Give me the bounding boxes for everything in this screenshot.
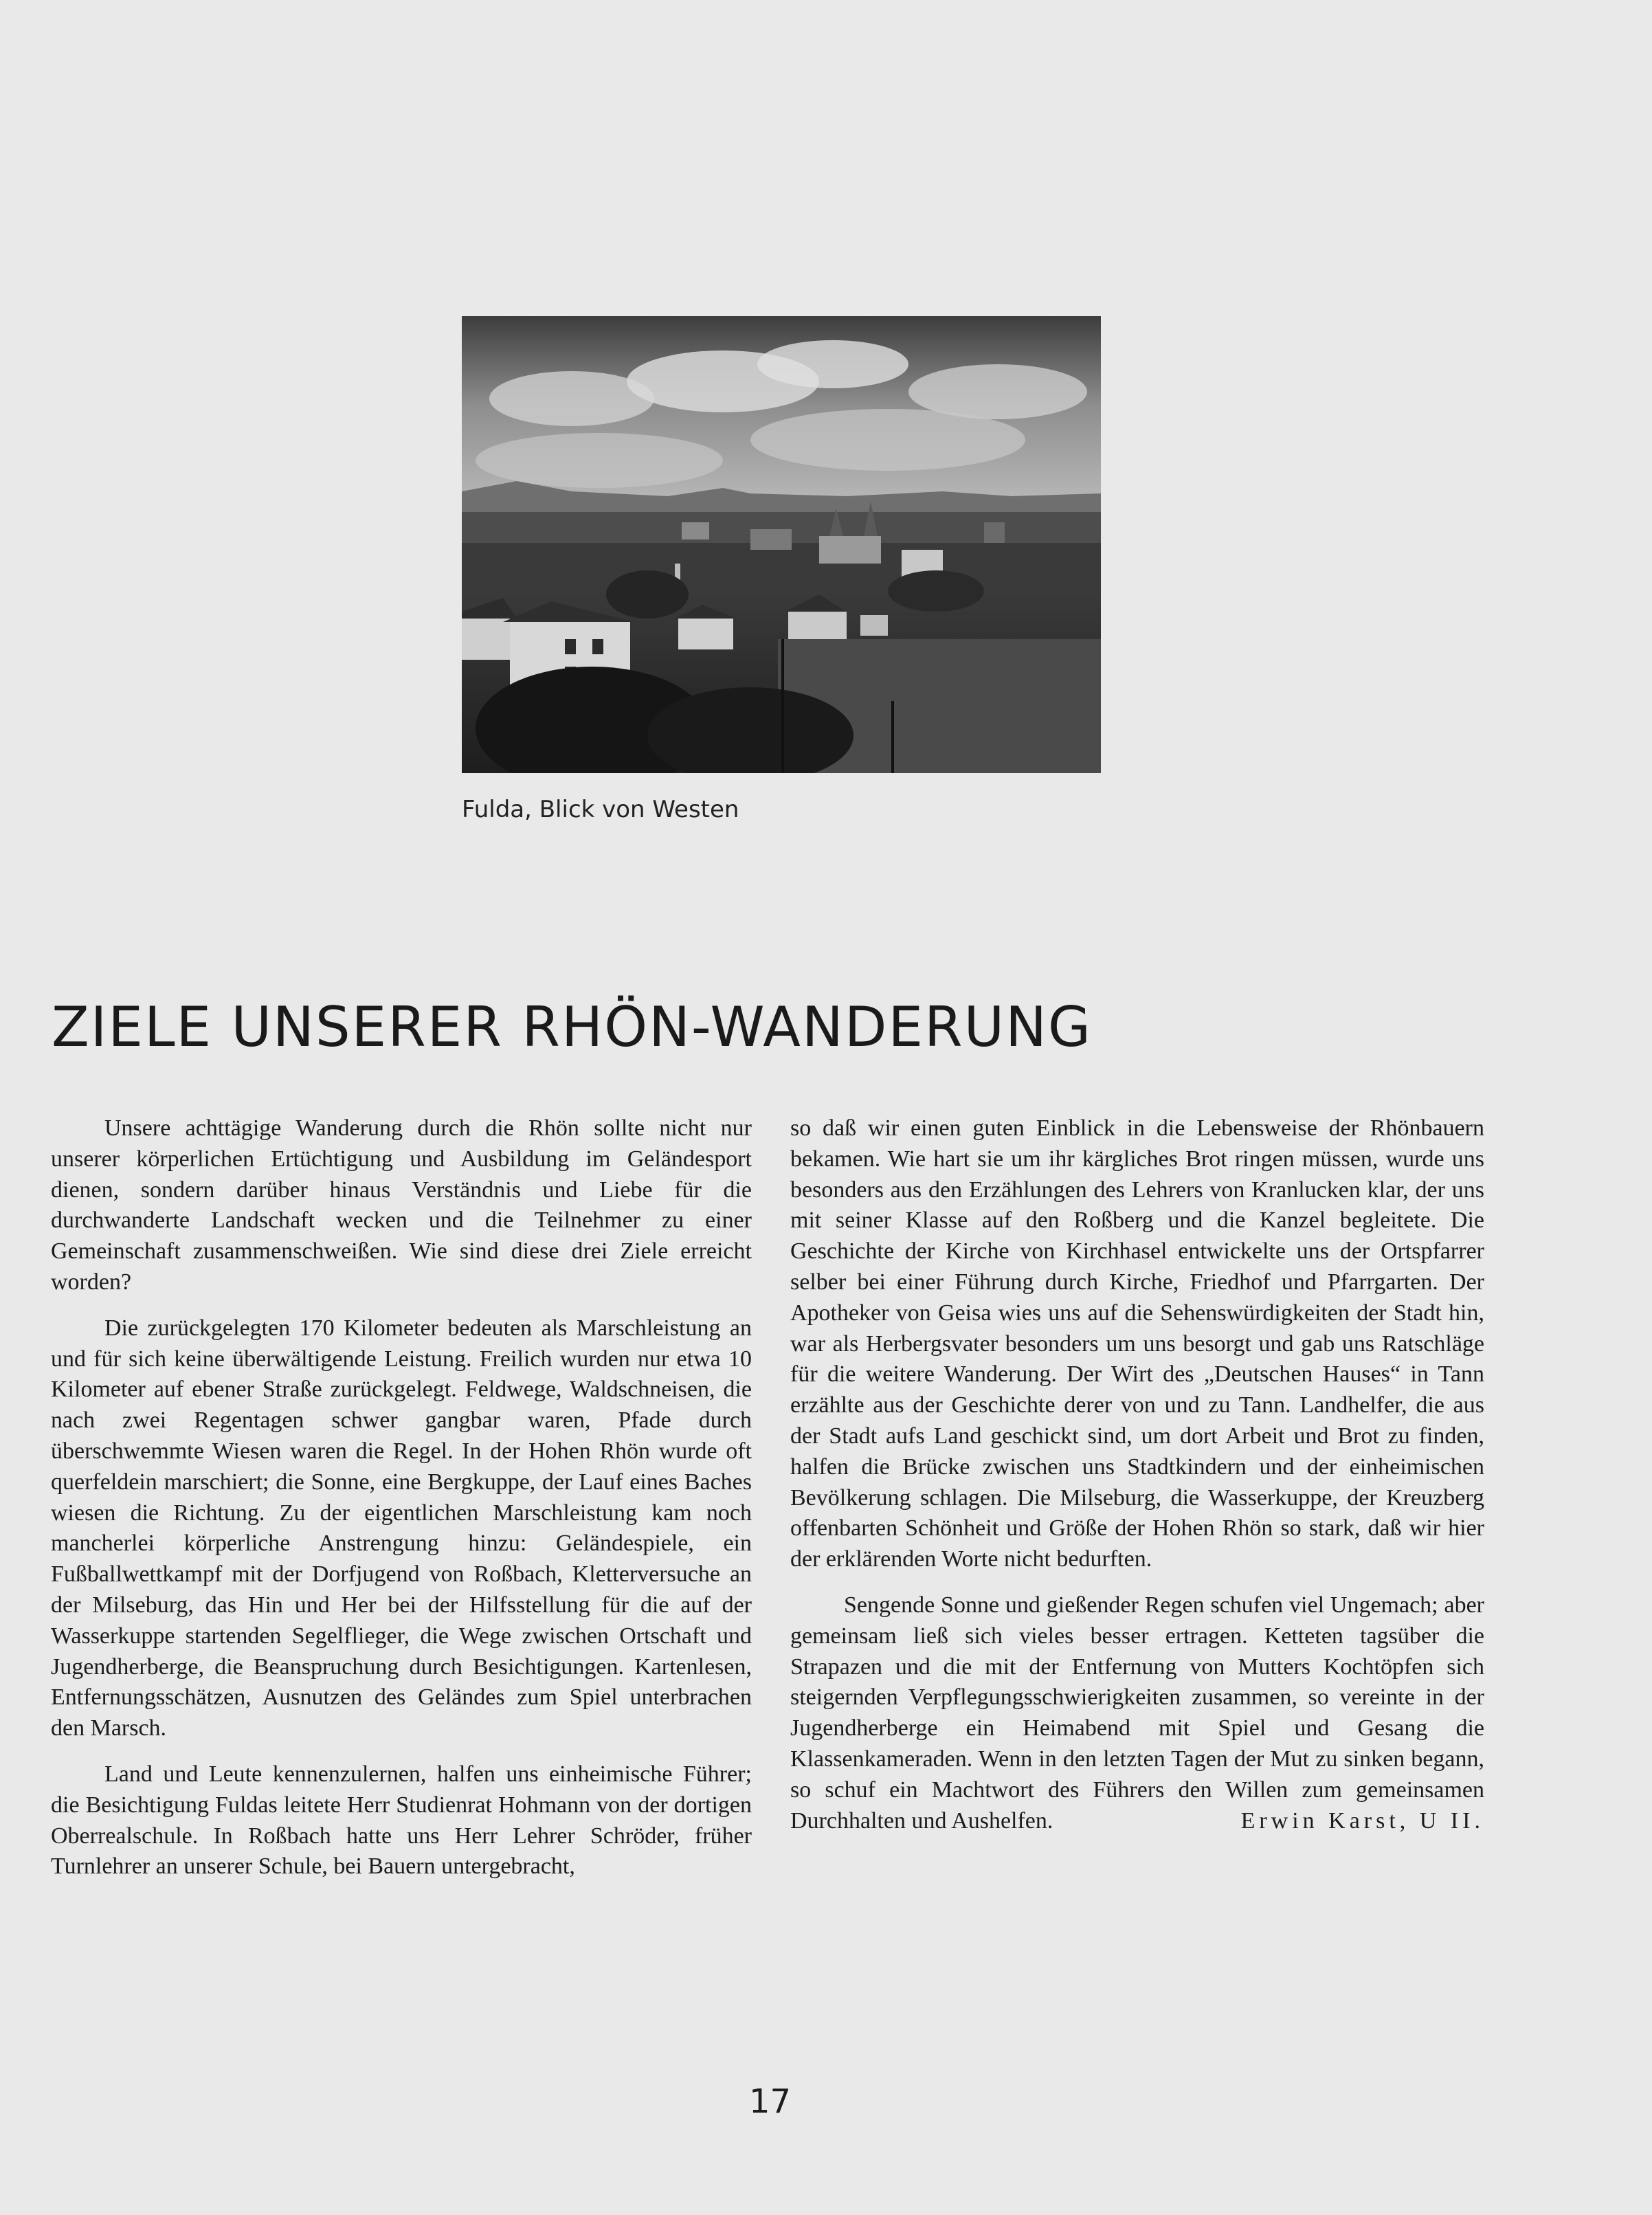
paragraph: Unsere achttägige Wanderung durch die Rhön sollte nicht nur unserer körperlichen Ertüchtigung und Ausbildung im Geländesport dienen, sondern darüber hinaus Verständnis und Liebe für die durchwanderte Landschaft wecken und die Teilnehmer zu einer Gemeinschaft zusammenschweißen. Wie sind diese drei Ziele erreicht worden? [51, 1115, 752, 1295]
paragraph-text: Sengende Sonne und gießender Regen schufen viel Ungemach; aber gemeinsam ließ sich vieles besser ertragen. Ketteten tagsüber die Strapazen und die mit der Entfernung von Mutters Kochtöpfen sich steigernden Verpflegungsschwierigkeiten zusammen, so vereinte in der Jugendherberge ein Heimabend mit Spiel und Gesang die Klassenkameraden. Wenn in den letzten Tagen der Mut zu sinken begann, so schuf ein Machtwort des Führers den Willen zum gemeinsamen Durchhalten und Aushelfen. [790, 1592, 1484, 1834]
right-column [790, 1113, 1484, 1851]
photo-fulda-view [462, 316, 1101, 773]
author-signature: Erwin Karst, U II. [1240, 1807, 1484, 1834]
paragraph: so daß wir einen guten Einblick in die Lebensweise der Rhönbauern bekamen. Wie hart sie um ihr kärgliches Brot ringen müssen, wurde uns besonders aus den Erzählungen des Lehrers von Kranlucken klar, der uns mit seiner Klasse auf den Roßberg und die Kanzel begleitete. Die Geschichte der Kirche von Kirchhasel entwickelte uns der Ortspfarrer selber bei einer Führung durch Kirche, Friedhof und Pfarrgarten. Der Apotheker von Geisa wies uns auf die Sehenswürdigkeiten der Stadt hin, war als Herbergsvater besonders um uns besorgt und gab uns Ratschläge für die weitere Wanderung. Der Wirt des „Deutschen Hauses“ in Tann erzählte aus der Geschichte derer von und zu Tann. Landhelfer, die aus der Stadt aufs Land geschickt sind, um dort Arbeit und Brot zu finden, halfen die Brücke zwischen uns Stadtkindern und der einheimischen Bevölkerung schlagen. Die Milseburg, die Wasserkuppe, der Kreuzberg offenbarten Schönheit und Größe der Hohen Rhön so stark, daß wir hier der erklärenden Worte nicht bedurften. [790, 1115, 1484, 1572]
photo-caption: Fulda, Blick von Westen [462, 796, 739, 823]
article-title: ZIELE UNSERER RHÖN-WANDERUNG [52, 995, 1092, 1059]
left-column [51, 1113, 752, 1897]
page-number: 17 [749, 2082, 792, 2121]
paragraph [790, 1590, 1484, 1836]
paragraph: Land und Leute kennenzulernen, halfen uns einheimische Führer; die Besichtigung Fuldas leitete Herr Studienrat Hohmann von der dortigen Oberrealschule. In Roßbach hatte uns Herr Lehrer Schröder, früher Turnlehrer an unserer Schule, bei Bauern untergebracht, [51, 1761, 752, 1880]
paragraph: Die zurückgelegten 170 Kilometer bedeuten als Marschleistung an und für sich keine überwältigende Leistung. Freilich wurden nur etwa 10 Kilometer auf ebener Straße zurückgelegt. Feldwege, Waldschneisen, die nach zwei Regentagen schwer gangbar waren, Pfade durch überschwemmte Wiesen waren die Regel. In der Hohen Rhön wurde oft querfeldein marschiert; die Sonne, eine Bergkuppe, der Lauf eines Baches wiesen die Richtung. Zu der eigentlichen Marschleistung kam noch mancherlei körperliche Anstrengung hinzu: Geländespiele, ein Fußballwettkampf mit der Dorfjugend von Roßbach, Kletterversuche an der Milseburg, das Hin und Her bei der Hilfsstellung für die auf der Wasserkuppe startenden Segelflieger, die Wege zwischen Ortschaft und Jugendherberge, die Beanspruchung durch Besichtigungen. Kartenlesen, Entfernungsschätzen, Ausnutzen des Geländes zum Spiel unterbrachen den Marsch. [51, 1315, 752, 1741]
photo-illustration [462, 316, 1101, 773]
